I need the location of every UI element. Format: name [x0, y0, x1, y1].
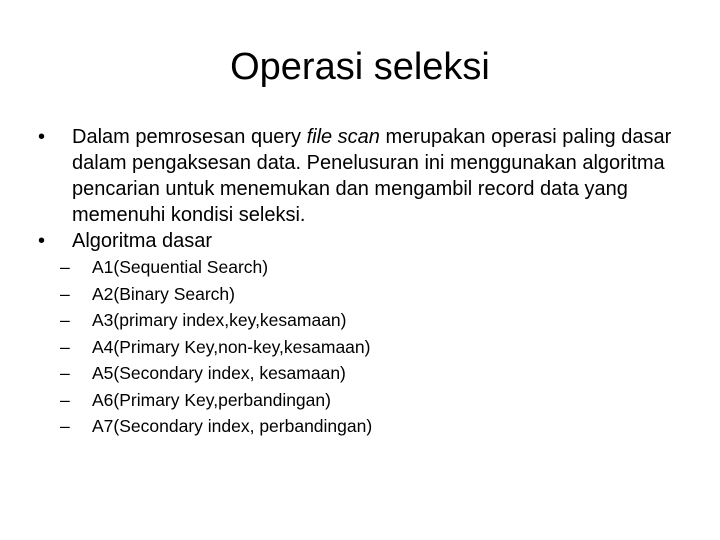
bullet-icon: •: [38, 230, 46, 252]
sub-list-wrapper: [60, 254, 690, 440]
bullet-list: [30, 124, 690, 254]
bullet-text-before: Dalam pemrosesan query: [72, 126, 307, 148]
dash-icon: –: [60, 336, 70, 357]
sub-item: [60, 334, 690, 361]
slide-content: [30, 124, 690, 440]
dash-icon: –: [60, 389, 70, 410]
dash-icon: –: [60, 416, 70, 436]
bullet-item-file-scan: [30, 124, 690, 228]
bullet-text-after: merupakan operasi paling dasar dalam pengaksesan data. Penelusuran ini menggunakan algoritma pencarian untuk menemukan dan mengambil record data yang memenuhi kondisi seleksi.: [72, 126, 672, 226]
sub-item: [60, 307, 690, 334]
bullet-item-algoritma: [30, 228, 690, 254]
dash-icon: –: [60, 363, 70, 383]
sub-item-text: A1(Sequential Search): [92, 257, 269, 277]
sub-item: [60, 360, 690, 387]
sub-item-text: A5(Secondary index, kesamaan): [92, 363, 346, 383]
dash-icon: –: [60, 257, 70, 277]
sub-bullet-list: [60, 254, 690, 440]
dash-icon: –: [60, 283, 70, 304]
sub-item-text: A2(Binary Search): [92, 283, 235, 304]
emphasis-text: file scan: [306, 126, 380, 148]
sub-item-text: A4(Primary Key,non-key,kesamaan): [92, 336, 371, 357]
sub-item-text: A3(primary index,key,kesamaan): [92, 310, 347, 330]
sub-item-text: A7(Secondary index, perbandingan): [92, 416, 373, 436]
sub-item: [60, 413, 690, 440]
bullet-text: Algoritma dasar: [72, 230, 213, 252]
sub-item: [60, 254, 690, 281]
sub-item-text: A6(Primary Key,perbandingan): [92, 389, 331, 410]
bullet-icon: •: [38, 126, 46, 148]
sub-item: [60, 281, 690, 308]
slide-title: Operasi seleksi: [230, 46, 490, 88]
bullet-text: [72, 124, 690, 228]
sub-item: [60, 387, 690, 414]
dash-icon: –: [60, 310, 70, 330]
